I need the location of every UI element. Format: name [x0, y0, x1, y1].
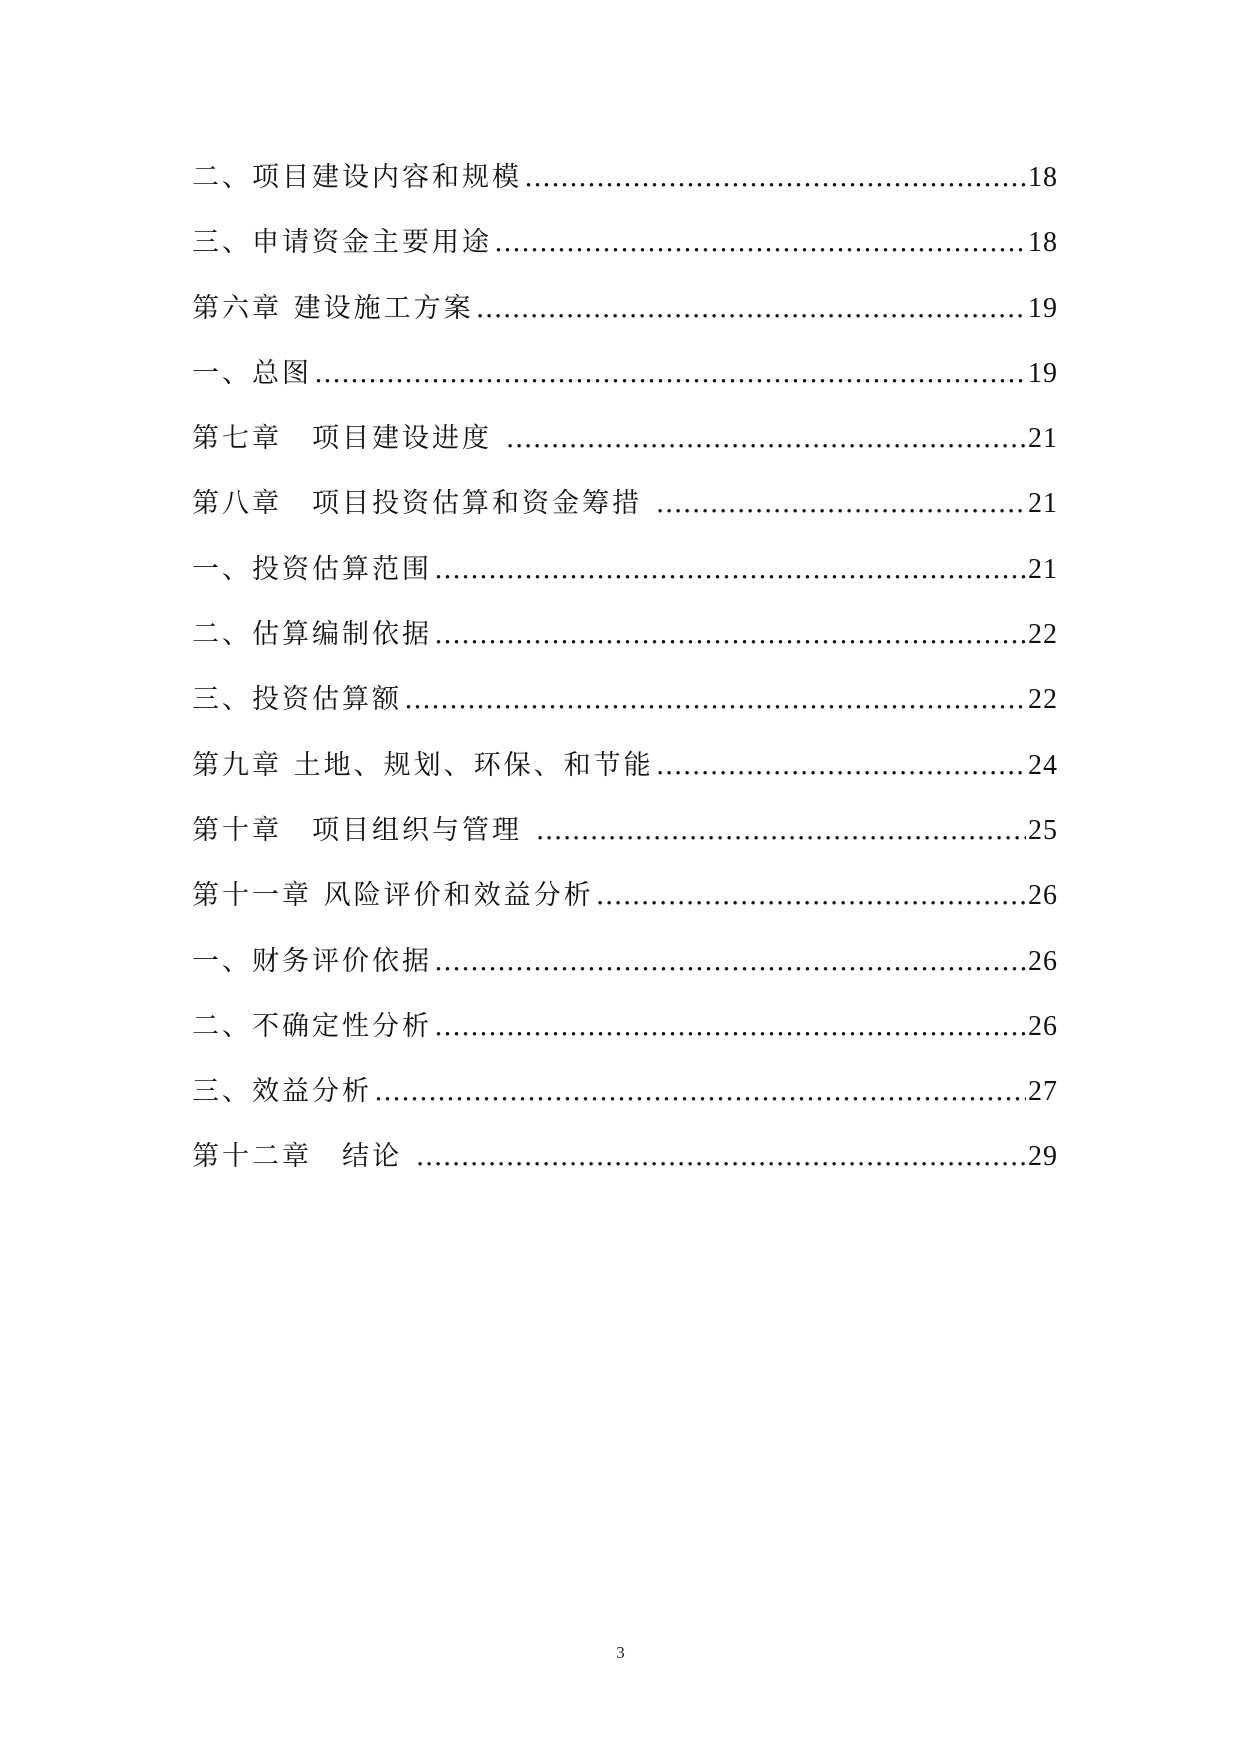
- toc-entry-page: 26: [1028, 1010, 1058, 1042]
- toc-entry-label: 一、财务评价依据: [192, 945, 432, 977]
- toc-entry-label: 一、总图: [192, 357, 312, 389]
- toc-dot-leader: [506, 423, 1026, 454]
- toc-entry-page: 21: [1028, 553, 1058, 585]
- toc-entry-page: 26: [1028, 880, 1058, 912]
- toc-entry-label: 第十二章 结论: [192, 1141, 414, 1173]
- toc-entry[interactable]: [192, 1134, 1058, 1199]
- toc-entry-page: 25: [1028, 814, 1058, 846]
- toc-entry-label: 三、投资估算额: [192, 684, 402, 716]
- toc-entry[interactable]: [192, 677, 1058, 742]
- toc-entry[interactable]: [192, 743, 1058, 808]
- toc-entry[interactable]: [192, 481, 1058, 546]
- toc-entry-page: 19: [1028, 292, 1058, 324]
- toc-entry-page: 22: [1028, 684, 1058, 716]
- toc-entry[interactable]: [192, 155, 1058, 220]
- toc-entry-label: 第八章 项目投资估算和资金筹措: [192, 488, 654, 520]
- toc-dot-leader: [596, 880, 1026, 911]
- toc-entry[interactable]: [192, 547, 1058, 612]
- toc-entry[interactable]: [192, 220, 1058, 285]
- toc-entry[interactable]: [192, 416, 1058, 481]
- toc-dot-leader: [476, 293, 1026, 324]
- toc-entry-label: 第十章 项目组织与管理: [192, 814, 534, 846]
- toc-entry-label: 二、不确定性分析: [192, 1010, 432, 1042]
- toc-entry-page: 26: [1028, 945, 1058, 977]
- toc-entry-label: 二、估算编制依据: [192, 619, 432, 651]
- toc-entry[interactable]: [192, 612, 1058, 677]
- toc-entry[interactable]: [192, 1004, 1058, 1069]
- toc-entry[interactable]: [192, 939, 1058, 1004]
- toc-entry-page: 19: [1028, 357, 1058, 389]
- toc-entry-label: 第六章 建设施工方案: [192, 292, 474, 324]
- toc-dot-leader: [434, 946, 1026, 977]
- toc-dot-leader: [536, 815, 1026, 846]
- toc-dot-leader: [374, 1076, 1026, 1107]
- toc-entry-page: 21: [1028, 488, 1058, 520]
- toc-entry[interactable]: [192, 286, 1058, 351]
- toc-dot-leader: [524, 162, 1026, 193]
- toc-dot-leader: [416, 1141, 1026, 1172]
- toc-dot-leader: [656, 750, 1026, 781]
- toc-dot-leader: [314, 358, 1026, 389]
- toc-entry-label: 一、投资估算范围: [192, 553, 432, 585]
- toc-dot-leader: [434, 1011, 1026, 1042]
- toc-entry-page: 29: [1028, 1141, 1058, 1173]
- toc-entry-page: 18: [1028, 162, 1058, 193]
- toc-entry-label: 第七章 项目建设进度: [192, 423, 504, 455]
- toc-entry-page: 24: [1028, 749, 1058, 781]
- toc-dot-leader: [434, 619, 1026, 650]
- toc-entry-label: 三、申请资金主要用途: [192, 227, 492, 259]
- toc-entry-page: 18: [1028, 227, 1058, 259]
- toc-entry-page: 21: [1028, 423, 1058, 455]
- toc-entry-page: 27: [1028, 1076, 1058, 1108]
- toc-entry-page: 22: [1028, 619, 1058, 651]
- toc-entry-label: 二、项目建设内容和规模: [192, 162, 522, 193]
- table-of-contents: [192, 155, 1058, 1200]
- toc-entry[interactable]: [192, 1069, 1058, 1134]
- toc-entry[interactable]: [192, 351, 1058, 416]
- toc-entry-label: 第十一章 风险评价和效益分析: [192, 880, 594, 912]
- toc-entry[interactable]: [192, 808, 1058, 873]
- page-number: 3: [616, 1643, 625, 1662]
- toc-dot-leader: [494, 227, 1026, 258]
- toc-entry[interactable]: [192, 873, 1058, 938]
- toc-dot-leader: [404, 684, 1026, 715]
- toc-entry-label: 三、效益分析: [192, 1076, 372, 1108]
- toc-entry-label: 第九章 土地、规划、环保、和节能: [192, 749, 654, 781]
- toc-dot-leader: [656, 488, 1026, 519]
- toc-dot-leader: [434, 554, 1026, 585]
